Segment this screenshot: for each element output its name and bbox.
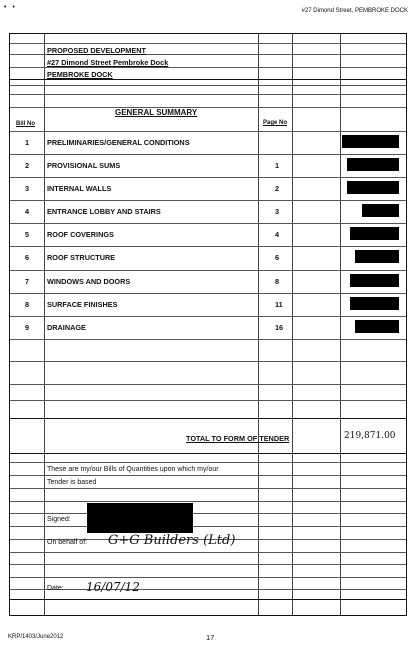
redacted-amount — [350, 297, 399, 310]
redacted-amount — [355, 250, 399, 263]
declaration-line-1: These are my/our Bills of Quantities upon which my/our — [47, 466, 219, 473]
bill-description: PRELIMINARIES/GENERAL CONDITIONS — [47, 138, 190, 147]
redacted-signature — [87, 503, 193, 533]
redacted-amount — [342, 135, 399, 148]
on-behalf-value: G+G Builders (Ltd) — [108, 533, 236, 548]
redacted-amount — [350, 274, 399, 287]
bill-description: ROOF COVERINGS — [47, 230, 114, 239]
on-behalf-label: On behalf of: — [47, 539, 88, 546]
page-number-cell: 3 — [275, 207, 280, 216]
redacted-amount — [355, 320, 399, 333]
bill-number: 4 — [25, 207, 30, 216]
total-label: TOTAL TO FORM OF TENDER — [186, 434, 290, 443]
project-address: #27 Dimond Street Pembroke Dock — [47, 58, 169, 67]
bill-number: 9 — [25, 323, 30, 332]
project-town: PEMBROKE DOCK — [47, 70, 113, 79]
redacted-amount — [347, 181, 399, 194]
date-value: 16/07/12 — [86, 580, 140, 594]
bill-number: 3 — [25, 184, 30, 193]
document-reference: KRP/1403/June2012 — [8, 634, 64, 640]
summary-title: GENERAL SUMMARY — [115, 108, 198, 117]
bill-no-header: Bill No — [16, 121, 35, 127]
page-number-cell: 16 — [275, 323, 284, 332]
redacted-amount — [362, 204, 399, 217]
page-number-cell: 1 — [275, 161, 280, 170]
signed-label: Signed: — [47, 516, 71, 523]
bill-number: 7 — [25, 277, 30, 286]
bill-number: 6 — [25, 253, 30, 262]
tender-summary-sheet — [9, 33, 407, 616]
bill-number: 5 — [25, 230, 30, 239]
bill-description: ROOF STRUCTURE — [47, 253, 116, 262]
page-number-cell: 11 — [275, 300, 283, 309]
page-number-cell: 4 — [275, 230, 280, 239]
bill-number: 8 — [25, 300, 30, 309]
bill-number: 2 — [25, 161, 30, 170]
bill-description: SURFACE FINISHES — [47, 300, 118, 309]
redacted-amount — [350, 227, 399, 240]
bill-description: ENTRANCE LOBBY AND STAIRS — [47, 207, 161, 216]
total-amount: 219,871.00 — [344, 431, 396, 441]
bill-description: WINDOWS AND DOORS — [47, 277, 131, 286]
bill-description: DRAINAGE — [47, 323, 86, 332]
column-divider — [340, 34, 341, 615]
bill-number: 1 — [25, 138, 30, 147]
redacted-amount — [347, 158, 399, 171]
bill-description: PROVISIONAL SUMS — [47, 161, 121, 170]
page-number-cell: 8 — [275, 277, 280, 286]
page-number-cell: 2 — [275, 184, 280, 193]
project-title: PROPOSED DEVELOPMENT — [47, 46, 146, 55]
column-divider — [258, 34, 259, 615]
declaration-line-2: Tender is based — [47, 479, 97, 486]
scan-marks: • • — [4, 4, 17, 11]
column-divider — [292, 34, 293, 615]
column-divider — [44, 34, 45, 615]
page-header-address: #27 Dimond Street, PEMBROKE DOCK — [301, 8, 408, 14]
page-number: 17 — [206, 633, 215, 642]
date-label: Date: — [47, 585, 64, 592]
page-no-header: Page No — [263, 120, 288, 126]
page-number-cell: 6 — [275, 253, 280, 262]
bill-description: INTERNAL WALLS — [47, 184, 112, 193]
